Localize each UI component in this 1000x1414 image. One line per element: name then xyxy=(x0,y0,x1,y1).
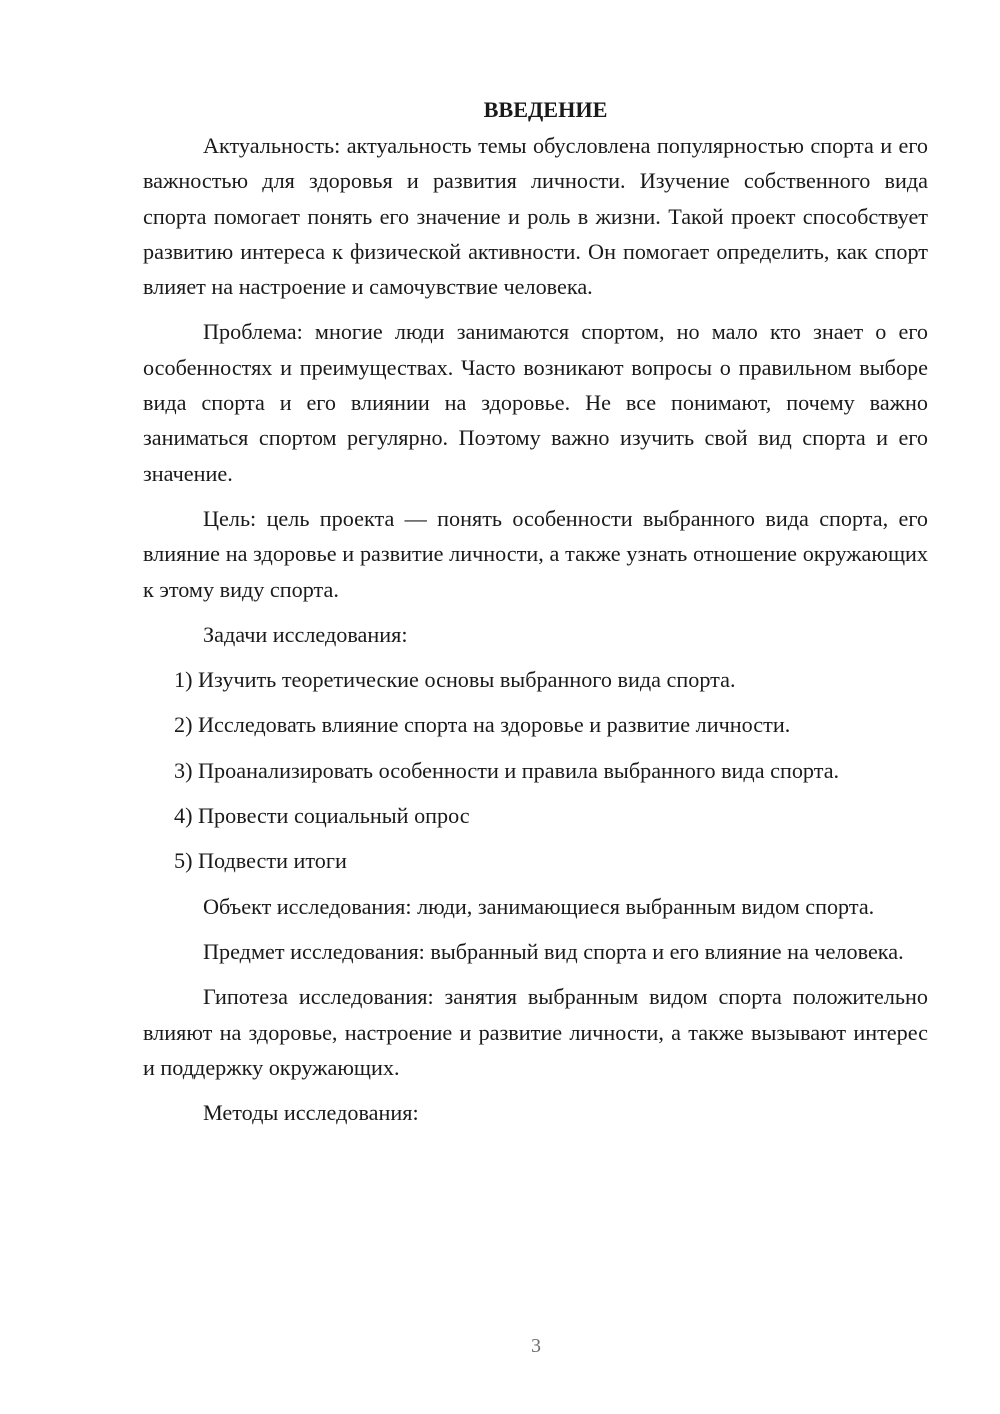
paragraph-hypothesis: Гипотеза исследования: занятия выбранным видом спорта положительно влияют на здоровье, настроение и развитие личности, а также вызывают интерес и поддержку окружающих. xyxy=(143,984,928,1080)
task-item: 3) Проанализировать особенности и правила выбранного вида спорта. xyxy=(174,757,840,783)
task-item: 5) Подвести итоги xyxy=(174,848,347,874)
task-item: 1) Изучить теоретические основы выбранного вида спорта. xyxy=(174,667,736,693)
paragraph-goal: Цель: цель проекта — понять особенности выбранного вида спорта, его влияние на здоровье и развитие личности, а также узнать отношение окружающих к этому виду спорта. xyxy=(143,505,928,602)
task-item: 2) Исследовать влияние спорта на здоровье и развитие личности. xyxy=(174,712,791,738)
page-number: 3 xyxy=(531,1335,541,1357)
page-title: ВВЕДЕНИЕ xyxy=(483,97,608,122)
tasks-title: Задачи исследования: xyxy=(203,621,408,647)
paragraph-object: Объект исследования: люди, занимающиеся выбранным видом спорта. xyxy=(203,893,875,919)
document-page xyxy=(143,92,928,1140)
task-item: 4) Провести социальный опрос xyxy=(174,803,470,829)
paragraph-relevance: Актуальность: актуальность темы обусловлена популярностью спорта и его важностью для здоровья и развития личности. Изучение собственного вида спорта помогает понять его значение и роль в жизни. Такой проект способствует развитию интереса к физической активности. Он помогает определить, как спорт влияет на настроение и самочувствие человека. xyxy=(143,133,928,300)
paragraph-subject: Предмет исследования: выбранный вид спорта и его влияние на человека. xyxy=(203,938,904,964)
methods-title: Методы исследования: xyxy=(203,1100,419,1126)
paragraph-problem: Проблема: многие люди занимаются спортом, но мало кто знает о его особенностях и преимуществах. Часто возникают вопросы о правильном выборе вида спорта и его влиянии на здоровье. Не все понимают, почему важно заниматься спортом регулярно. Поэтому важно изучить свой вид спорта и его значение. xyxy=(143,319,928,486)
